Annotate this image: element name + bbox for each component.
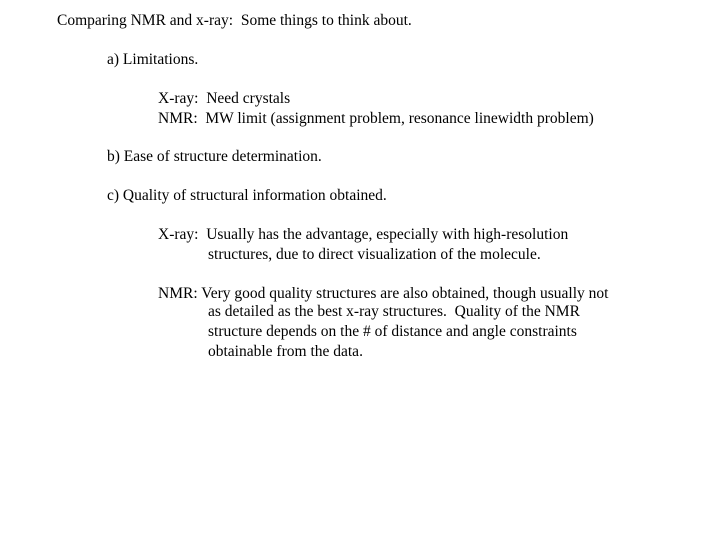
nmr-quality-line: obtainable from the data. [208, 343, 363, 360]
slide-title: Comparing NMR and x-ray: Some things to think about. [57, 12, 412, 29]
nmr-quality-line: structure depends on the # of distance and angle constraints [208, 323, 577, 340]
nmr-limitation: NMR: MW limit (assignment problem, resonance linewidth problem) [158, 110, 594, 127]
xray-limitation: X-ray: Need crystals [158, 90, 291, 107]
nmr-quality-line: NMR: Very good quality structures are also obtained, though usually not [158, 285, 609, 302]
section-c-heading: c) Quality of structural information obtained. [107, 187, 387, 204]
section-b-heading: b) Ease of structure determination. [107, 148, 322, 165]
nmr-quality-line: as detailed as the best x-ray structures. Quality of the NMR [208, 303, 580, 320]
section-a-heading: a) Limitations. [107, 51, 199, 68]
xray-quality-line: structures, due to direct visualization of the molecule. [208, 246, 541, 263]
xray-quality-line: X-ray: Usually has the advantage, especially with high-resolution [158, 226, 569, 243]
